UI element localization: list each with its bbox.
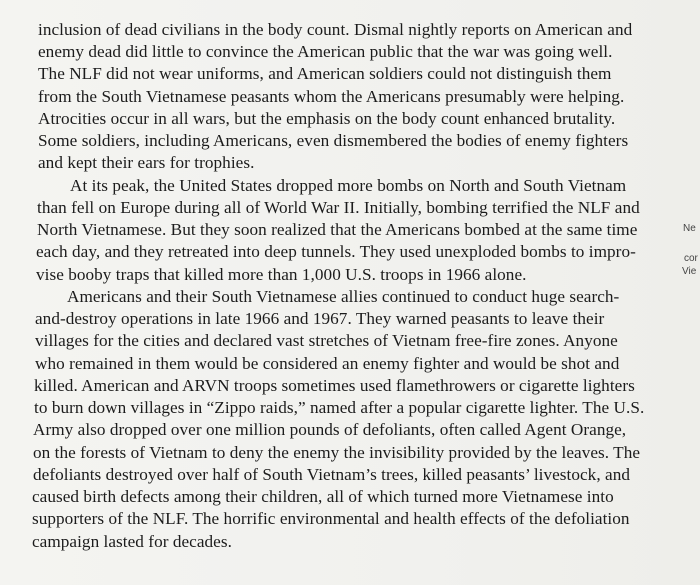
text-line: inclusion of dead civilians in the body count. Dismal nightly reports on American and <box>38 20 633 39</box>
text-line: campaign lasted for decades. <box>32 532 232 551</box>
text-line: vise booby traps that killed more than 1,000 U.S. troops in 1966 alone. <box>36 265 527 284</box>
text-line: enemy dead did little to convince the American public that the war was going well. <box>38 42 613 61</box>
margin-note: Vie <box>682 266 697 277</box>
text-line: Army also dropped over one million pounds of defoliants, often called Agent Orange, <box>33 420 627 439</box>
margin-note: cor <box>684 253 698 264</box>
text-line: on the forests of Vietnam to deny the enemy the invisibility provided by the leaves. The <box>33 443 641 462</box>
text-line: who remained in them would be considered an enemy fighter and would be shot and <box>35 354 620 373</box>
text-line: and-destroy operations in late 1966 and 1967. They warned peasants to leave their <box>35 309 605 328</box>
text-line: killed. American and ARVN troops sometimes used flamethrowers or cigarette lighters <box>34 376 635 395</box>
text-line: than fell on Europe during all of World War II. Initially, bombing terrified the NLF and <box>37 198 640 217</box>
text-line: caused birth defects among their children, all of which turned more Vietnamese into <box>32 487 614 506</box>
text-line: The NLF did not wear uniforms, and American soldiers could not distinguish them <box>38 64 612 83</box>
text-line: Atrocities occur in all wars, but the emphasis on the body count enhanced brutality. <box>38 109 616 128</box>
text-line: North Vietnamese. But they soon realized that the Americans bombed at the same time <box>37 220 638 239</box>
text-line: Some soldiers, including Americans, even dismembered the bodies of enemy fighters <box>38 131 629 150</box>
text-line: supporters of the NLF. The horrific environmental and health effects of the defoliation <box>32 509 630 528</box>
text-line: Americans and their South Vietnamese allies continued to conduct huge search- <box>67 287 620 306</box>
text-line: to burn down villages in “Zippo raids,” named after a popular cigarette lighter. The U.S. <box>34 398 645 417</box>
text-line: villages for the cities and declared vast stretches of Vietnam free-fire zones. Anyone <box>35 331 618 350</box>
text-line: each day, and they retreated into deep tunnels. They used unexploded bombs to impro- <box>36 242 636 261</box>
text-line: defoliants destroyed over half of South Vietnam’s trees, killed peasants’ livestock, and <box>33 465 630 484</box>
margin-note: Ne <box>683 223 696 234</box>
text-line: and kept their ears for trophies. <box>38 153 255 172</box>
text-line: from the South Vietnamese peasants whom the Americans presumably were helping. <box>38 87 625 106</box>
text-line: At its peak, the United States dropped more bombs on North and South Vietnam <box>70 176 627 195</box>
